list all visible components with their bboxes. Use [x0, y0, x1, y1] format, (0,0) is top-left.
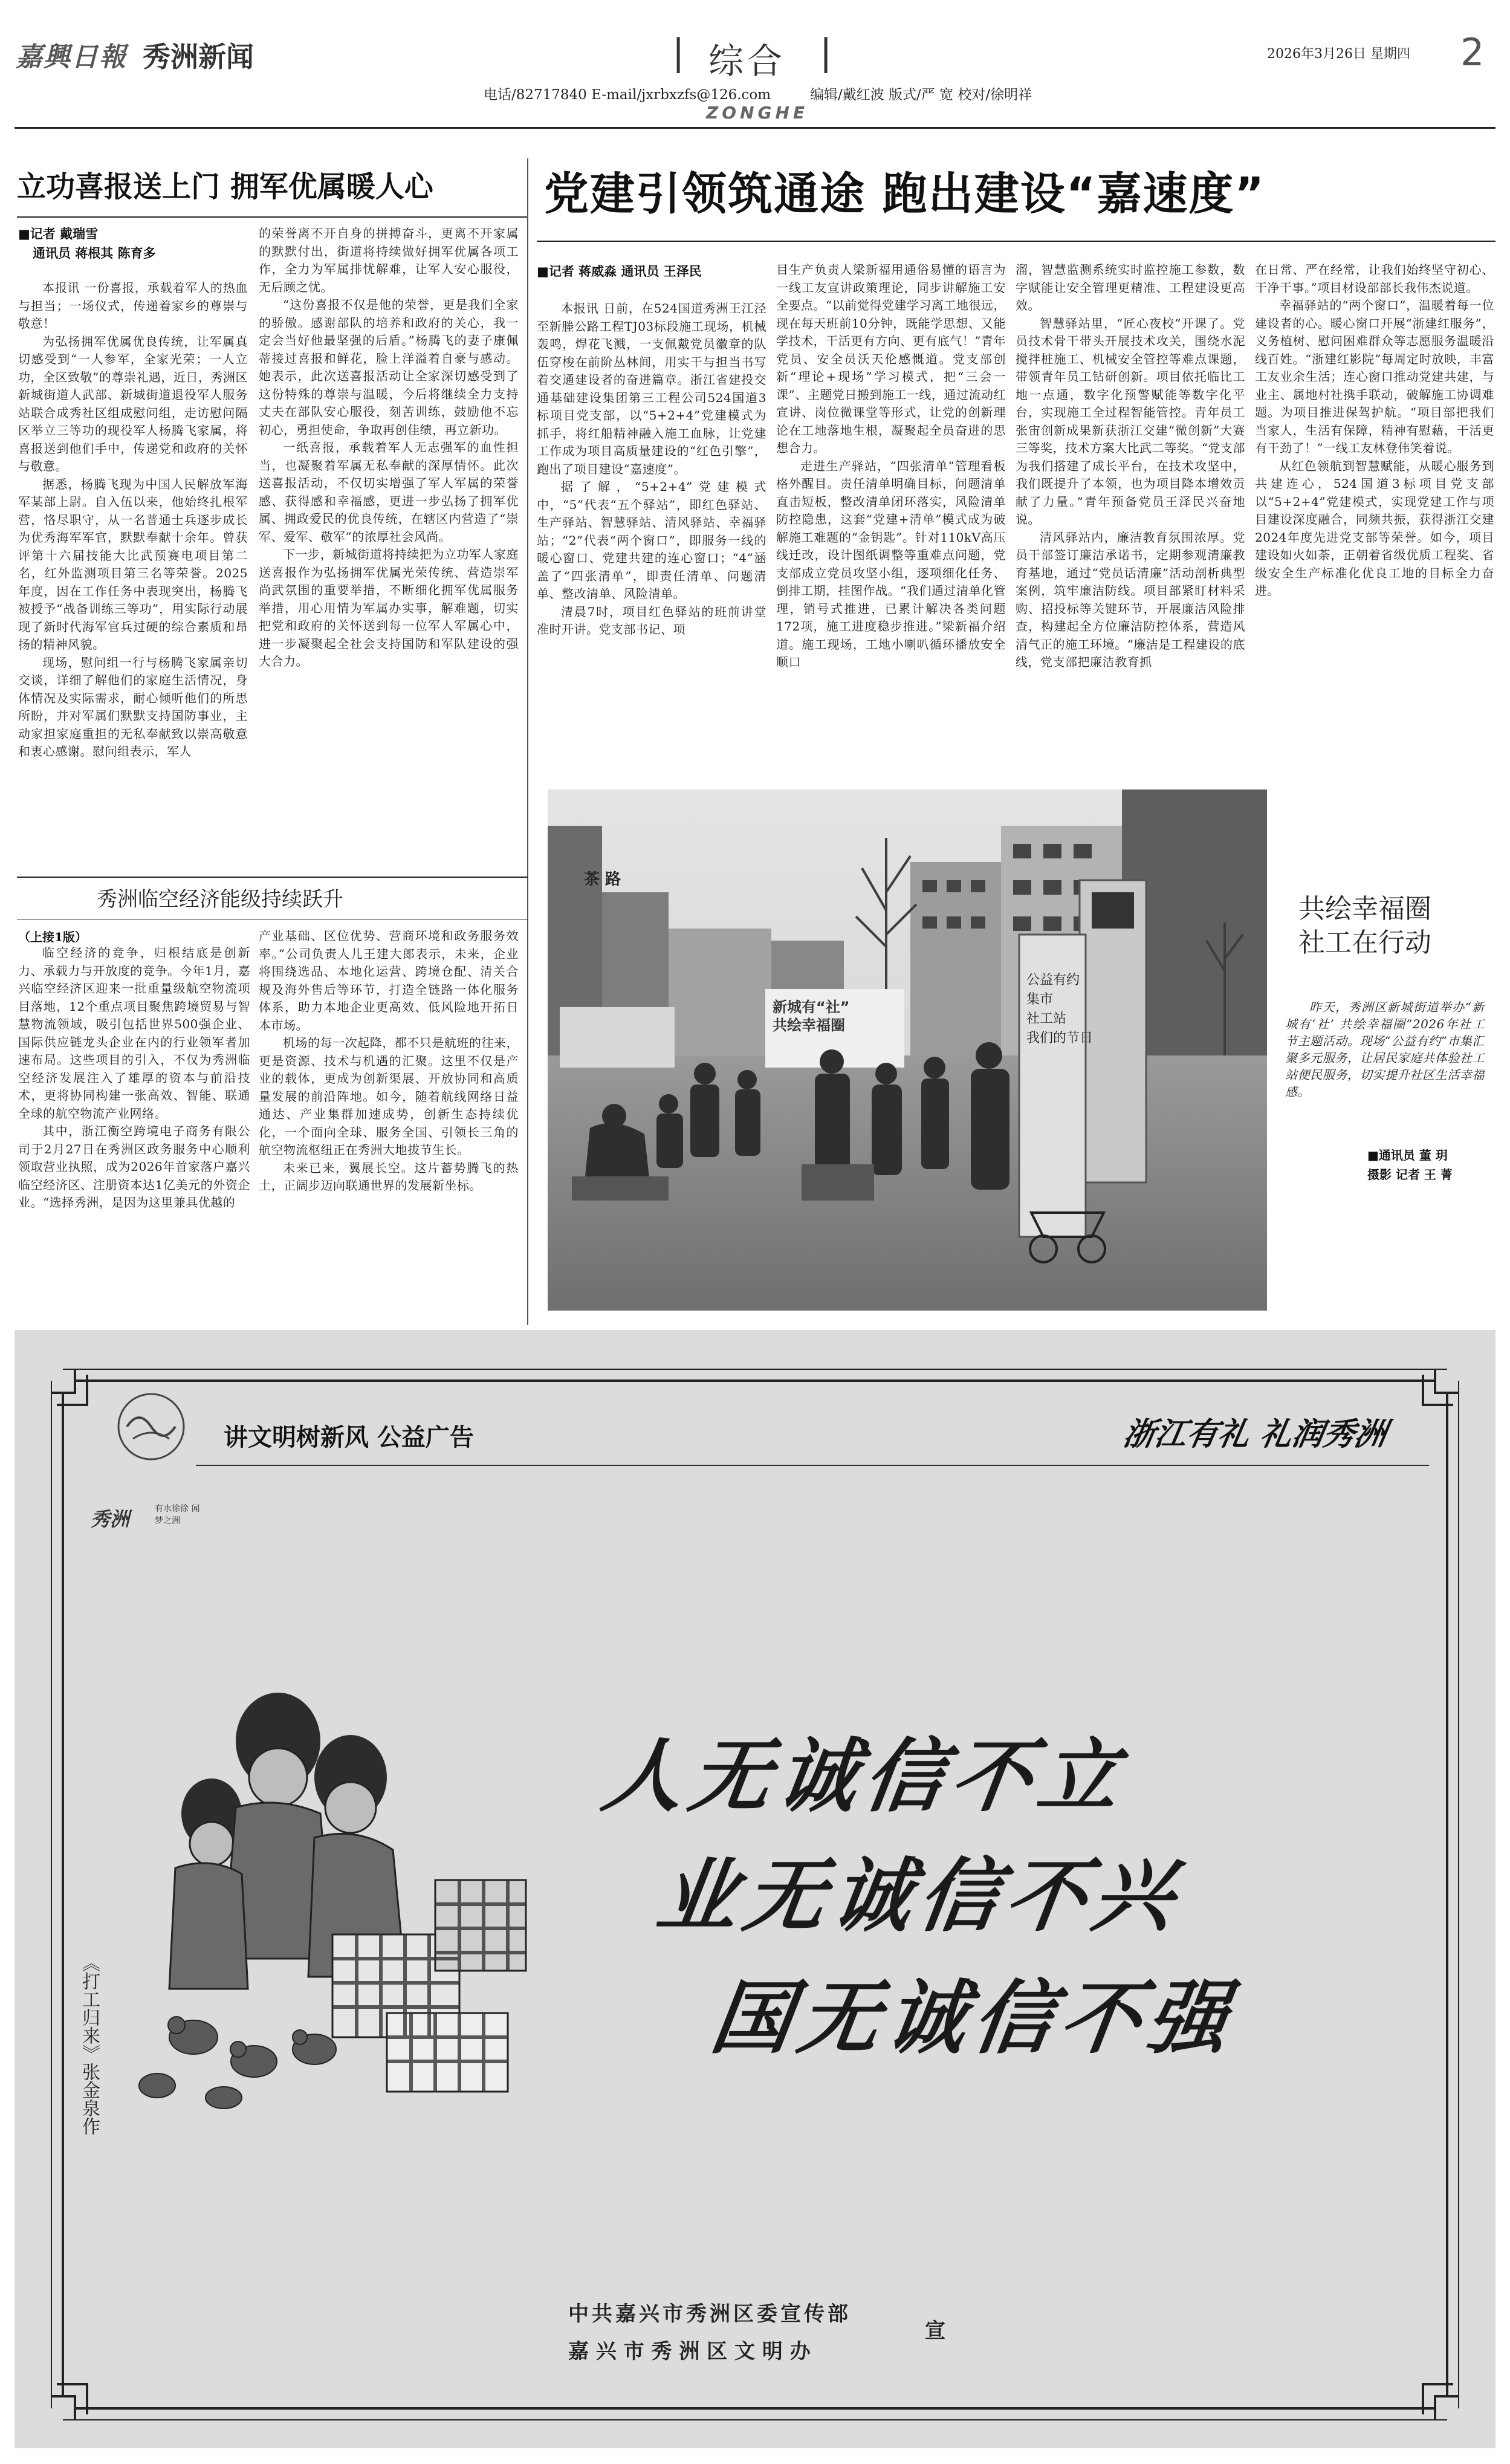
- photo-banner-line-1: 新城有“社”: [773, 999, 850, 1016]
- continued-top-rule: [17, 877, 528, 878]
- ad-sponsor-2: 嘉 兴 市 秀 洲 区 文 明 办: [568, 2339, 811, 2364]
- photo-board-label: 社工站: [1026, 1011, 1067, 1026]
- paragraph: 为弘扬拥军优属优良传统，让军属真切感受到“一人参军，全家光荣；一人立功，全区致敬”的尊崇礼遇，近日，秀洲区新城街道人武部、新城街道退役军人服务站联合成秀社区组成慰问组，走访慰问隔区举立三等功的现役军人杨腾飞家属，将喜报送到他们手中，传递党和政府的关怀与敬意。: [18, 334, 248, 473]
- paragraph: 机场的每一次起降，都不只是航班的往来，更是资源、技术与机遇的汇聚。这里不仅是产业的载体，更成为创新渠展、开放协同和高质量发展的前沿阵地。如今，随着航线网络日益通达、产业集群加速成势，创新生态持续优化，一个面向全球、服务全国、引领长三角的航空物流枢纽正在秀洲大地拔节生长。: [259, 1036, 519, 1157]
- photo-credit-correspondent: ■通讯员 董 玥: [1367, 1148, 1448, 1162]
- paragraph: 清风驿站内，廉洁教育氛围浓厚。党员干部签订廉洁承诺书，定期参观清廉教育基地，通过“党员话清廉”活动剖析典型案例，筑牢廉洁防线。项目部紧盯材料采购、招投标等关键环节，开展廉洁风险排查，构建起全方位廉洁防控体系，营造风清气正的施工环境。“廉洁是工程建设的底线，党支部把廉洁教育抓: [1016, 530, 1245, 669]
- paragraph: 未来已来，翼展长空。这片蓄势腾飞的热土，正阔步迈向联通世界的发展新坐标。: [259, 1160, 519, 1193]
- editor-credits: 编辑/戴红波 版式/严 宽 校对/徐明祥: [810, 87, 1032, 103]
- paragraph: 的荣誉离不开自身的拼搏奋斗，更离不开家属的默默付出，街道将持续做好拥军优属各项工作，全力为军属排忧解难，让军人安心服役，无后顾之忧。: [259, 226, 519, 294]
- paragraph: 目生产负责人梁新福用通俗易懂的语言为一线工友宣讲政策理论，同步讲解施工安全要点。“以前觉得党建学习离工地很远，现在每天班前10分钟，既能学思想、又能学技术，干活更有方向、更有底气！”青年党员、安全员沃天伦感慨道。党支部创新“理论+现场”学习模式，把“三会一课”、主题党日搬到施工一线，通过流动红宣讲、岗位微课堂等形式，让党的创新理论在工地落地生根，凝聚起全员奋进的思想合力。: [776, 262, 1006, 455]
- section-title: 综合: [708, 41, 786, 82]
- edition-title: 秀洲新闻: [143, 41, 254, 73]
- continued-column-2: [259, 927, 519, 1319]
- photo-banner-line-2: 共绘幸福圈: [773, 1017, 845, 1034]
- left-article-column-1: [18, 279, 248, 872]
- paper-name-logo: 嘉興日報: [16, 42, 127, 73]
- ad-artwork-credit: 《打工归来》张金泉作: [79, 1954, 100, 2135]
- contact-line: 电话/82717840 E-mail/jxrbxzfs@126.com: [484, 87, 771, 103]
- paragraph: 从红色领航到智慧赋能，从暖心服务到共建连心，524国道3标项目党支部以“5+2+4”党建模式，实现党建工作与项目建设深度融合，同频共振，获得浙江交建2024年度先进党支部等荣誉。如今，项目建设如火如荼，正朝着省级优质工程奖、省级安全生产标准化优良工地的目标全力奋进。: [1255, 458, 1494, 598]
- ad-artwork-illustration: [121, 1675, 556, 2110]
- paragraph: 现场，慰问组一行与杨腾飞家属亲切交谈，详细了解他们的家庭生活情况，身体情况及实际需求，耐心倾听他们的所思所盼，并对军属们默默支持国防事业，主动家担家庭重担的无私奉献致以崇高敬意和衷心感谢。慰问组表示，军人: [18, 655, 248, 759]
- ad-slogan-line-2: 业无诚信不兴: [651, 1849, 1187, 1943]
- photo-illustration: [548, 789, 1267, 1311]
- ad-sponsor-1: 中共嘉兴市秀洲区委宣传部: [568, 2302, 851, 2326]
- continued-column-1: [18, 944, 250, 1319]
- ad-slogan-line-3: 国无诚信不强: [705, 1971, 1242, 2065]
- paragraph: 本报讯 一份喜报，承载着军人的热血与担当；一场仪式，传递着家乡的尊崇与敬意！: [18, 280, 248, 331]
- main-article-column-4: [1255, 261, 1494, 748]
- photo-caption-title: [1298, 892, 1431, 960]
- paragraph: 在日常、严在经常，让我们始终坚守初心、干净干事。”项目材设部部长我伟杰说道。: [1255, 262, 1494, 295]
- photo-board-labels: [1026, 971, 1093, 1048]
- column-divider: [527, 158, 528, 1325]
- left-byline-correspondents: 通讯员 蒋根其 陈育多: [33, 246, 156, 261]
- left-headline-rule: [17, 216, 528, 218]
- paragraph: “这份喜报不仅是他的荣誉，更是我们全家的骄傲。感谢部队的培养和政府的关心，我一定会当好他最坚强的后盾。”杨腾飞的妻子康佩蒂接过喜报和鲜花，脸上洋溢着自豪与感动。她表示，此次送喜报活动让全家深切感受到了这份特殊的尊崇与温暖，今后将继续全力支持丈夫在部队安心服役，刻苦训练，鼓励他不忘初心，勇担使命，争取再创佳绩，再立新功。: [259, 297, 519, 437]
- main-headline-rule: [537, 241, 1495, 242]
- paragraph: 临空经济的竞争，归根结底是创新力、承载力与开放度的竞争。今年1月，嘉兴临空经济区迎来一批重量级航空物流项目落地，12个重点项目聚焦跨境贸易与智慧物流领域，吸引包括世界500强企业、国际供应链龙头企业在内的行业领军者加速布局。这些项目的引入，不仅为秀洲临空经济发展注入了雄厚的资本与前沿技术，更将协同构建一张高效、智能、联通全球的航空物流产业网络。: [18, 945, 250, 1121]
- main-byline: ■记者 蒋威淼 通讯员 王泽民: [537, 264, 702, 279]
- paragraph: 幸福驿站的“两个窗口”，温暖着每一位建设者的心。暖心窗口开展“浙建红服务”，义务植树、慰问困难群众等志愿服务温暖沿线百姓。“浙建红影院”每周定时放映，丰富工友业余生活；连心窗口推动党建共建，与业主、属地村社携手联动，破解施工协调难题。为项目推进保驾护航。“项目部把我们当家人，生活有保障，精神有慰藉，干活更有干劲了！”一线工友林登伟笑着说。: [1255, 298, 1494, 455]
- ad-district-logo: 秀洲: [91, 1508, 130, 1531]
- section-bar-right: |: [820, 31, 832, 74]
- section-pinyin: ZONGHE: [706, 103, 809, 123]
- paragraph: 昨天，秀洲区新城街道举办“新城有‘社’ 共绘幸福圈”2026年社工节主题活动。现场“公益有约”市集汇聚多元服务，让居民家庭共体验社工站便民服务，切实提升社区生活幸福感。: [1285, 1000, 1485, 1099]
- photo-board-label: 我们的节日: [1026, 1031, 1094, 1046]
- paragraph: 走进生产驿站，“四张清单”管理看板格外醒目。责任清单明确目标，问题清单直击短板，整改清单闭环落实，风险清单防控隐患，这套“党建+清单”模式成为破解施工难题的“金钥匙”。针对110kV高压线迁改，设计图纸调整等重难点问题，党支部成立党员攻坚小组，逐项细化任务、倒排工期，挂图作战。“我们通过清单化管理，销号式推进，已累计解决各类问题172项，施工进度稳步推进。”梁新福介绍道。施工现场，工地小喇叭循环播放安全顺口: [776, 458, 1006, 669]
- photo-street-sign-text: 茶 路: [584, 871, 621, 889]
- main-article-headline: 党建引领筑通途 跑出建设“嘉速度”: [544, 168, 1266, 220]
- main-article-column-1: [537, 300, 766, 748]
- ad-slogan-line-1: 人无诚信不立: [597, 1730, 1133, 1823]
- paragraph: 下一步，新城街道将持续把为立功军人家庭送喜报作为弘扬拥军优属光荣传统、营造崇军尚武氛围的重要举措，不断细化拥军优属服务举措，用心用情为军属办实事，解难题，切实把党和政府的关怀送到每一位军人军属心中，进一步凝聚起全社会支持国防和军队建设的强大合力。: [259, 547, 519, 669]
- left-article-column-2: [259, 225, 519, 872]
- masthead-rule: [15, 127, 1495, 129]
- ad-sponsor-suffix: 宣: [925, 2319, 945, 2343]
- left-article-headline: 立功喜报送上门 拥军优属暖人心: [17, 170, 433, 204]
- photo-caption-text: [1285, 999, 1485, 1138]
- left-byline-reporter: ■记者 戴瑞雪: [18, 227, 99, 241]
- main-article-column-2: [776, 261, 1006, 748]
- paragraph: 清晨7时，项目红色驿站的班前讲堂准时开讲。党支部书记、项: [537, 604, 766, 637]
- paragraph: 其中，浙江衡空跨境电子商务有限公司于2月27日在秀洲区政务服务中心顺利领取营业执照，成为2026年首家落户嘉兴临空经济区、注册资本达1亿美元的外资企业。“选择秀洲，是因为这里兼具优越的: [18, 1124, 250, 1210]
- main-article-column-3: [1016, 261, 1245, 748]
- continued-label: （上接1版）: [18, 930, 87, 944]
- paragraph: 产业基础、区位优势、营商环境和政务服务效率。”公司负责人儿王建大郎表示，未来，企业将围绕选品、本地化运营、跨境仓配、清关合规及海外售后等环节，打造全链路一体化服务体系，助力本地企业更高效、低风险地开拓日本市场。: [259, 929, 519, 1033]
- paragraph: 据悉，杨腾飞现为中国人民解放军海军某部上尉。自入伍以来，他始终扎根军营，恪尽职守，从一名普通士兵逐步成长为优秀海军军官，默默奉献十余年。曾获评第十六届技能大比武预赛电项目第二名，红外监测项目第三名等荣誉。2025年度，因在工作任务中表现突出，杨腾飞被授予“战备训练三等功”，用实际行动展现了新时代海军官兵过硬的综合素质和昂扬的精神风貌。: [18, 476, 248, 652]
- paragraph: 据了解，“5+2+4”党建模式中，“5”代表“五个驿站”，即红色驿站、生产驿站、智慧驿站、清风驿站、幸福驿站；“2”代表“两个窗口”，即服务一线的暖心窗口、党建共建的连心窗口；“4”涵盖了“四张清单”，即责任清单、问题清单、整改清单、风险清单。: [537, 479, 766, 601]
- issue-date: 2026年3月26日 星期四: [1267, 47, 1410, 62]
- photo-board-label: 集市: [1026, 992, 1054, 1007]
- continued-article-headline: 秀洲临空经济能级持续跃升: [97, 887, 343, 912]
- section-bar-left: |: [672, 31, 685, 74]
- page-number: 2: [1460, 30, 1485, 74]
- paragraph: 溜，智慧监测系统实时监控施工参数，数字赋能让安全管理更精准、工程建设更高效。: [1016, 262, 1245, 313]
- ad-district-motto: 有水徐徐 闻梦之洲: [155, 1504, 200, 1526]
- ad-logo-emblem: [115, 1390, 187, 1463]
- ad-header-title: 讲文明树新风 公益广告: [224, 1424, 474, 1451]
- photo-board-label: 公益有约: [1026, 973, 1080, 988]
- paragraph: 智慧驿站里，“匠心夜校”开课了。党员技术骨干带头开展技术攻关，围绕水泥搅拌桩施工、机械安全管控等难点课题，带领青年员工钻研创新。项目依托临比工地一点通，数字化预警赋能等数字化平台，实现施工全过程智能管控。青年员工张宙创新成果新获浙江交建“微创新”大赛三等奖，技术方案大比武二等奖。“党支部为我们搭建了成长平台，在技术攻坚中，我们既提升了本领，也为项目降本增效贡献了力量。”青年预备党员王泽民兴奋地说。: [1016, 316, 1245, 527]
- photo-banner-text: [773, 998, 850, 1034]
- photo-caption-title-line-2: 社工在行动: [1298, 927, 1431, 958]
- paragraph: 本报讯 日前，在524国道秀洲王江泾至新塍公路工程TJ03标段施工现场，机械轰鸣，焊花飞溅，一支佩戴党员徽章的队伍穿梭在前阶丛林间，用实干与担当书写着交通建设者的奋进篇章。浙江省建投交通基础建设集团第三工程公司524国道3标项目党支部，以“5+2+4”党建模式为抓手，将红船精神融入施工血脉，让党建工作成为项目高质量建设的“红色引擎”，跑出了项目建设“嘉速度”。: [537, 301, 766, 476]
- news-photo-social-work-event: [548, 789, 1267, 1311]
- paragraph: 一纸喜报，承载着军人无志强军的血性担当，也凝聚着军属无私奉献的深厚情怀。此次送喜报活动，不仅切实增强了军人军属的荣誉感、获得感和幸福感，更进一步弘扬了拥军优属、拥政爱民的优良传统，在辖区内营造了“崇军、爱军、敬军”的浓厚社会风尚。: [259, 440, 519, 544]
- photo-caption-title-line-1: 共绘幸福圈: [1298, 893, 1431, 924]
- ad-header-slogan: 浙江有礼 礼润秀洲: [1120, 1416, 1390, 1453]
- photo-credit-photographer: 摄影 记者 王 菁: [1367, 1167, 1453, 1182]
